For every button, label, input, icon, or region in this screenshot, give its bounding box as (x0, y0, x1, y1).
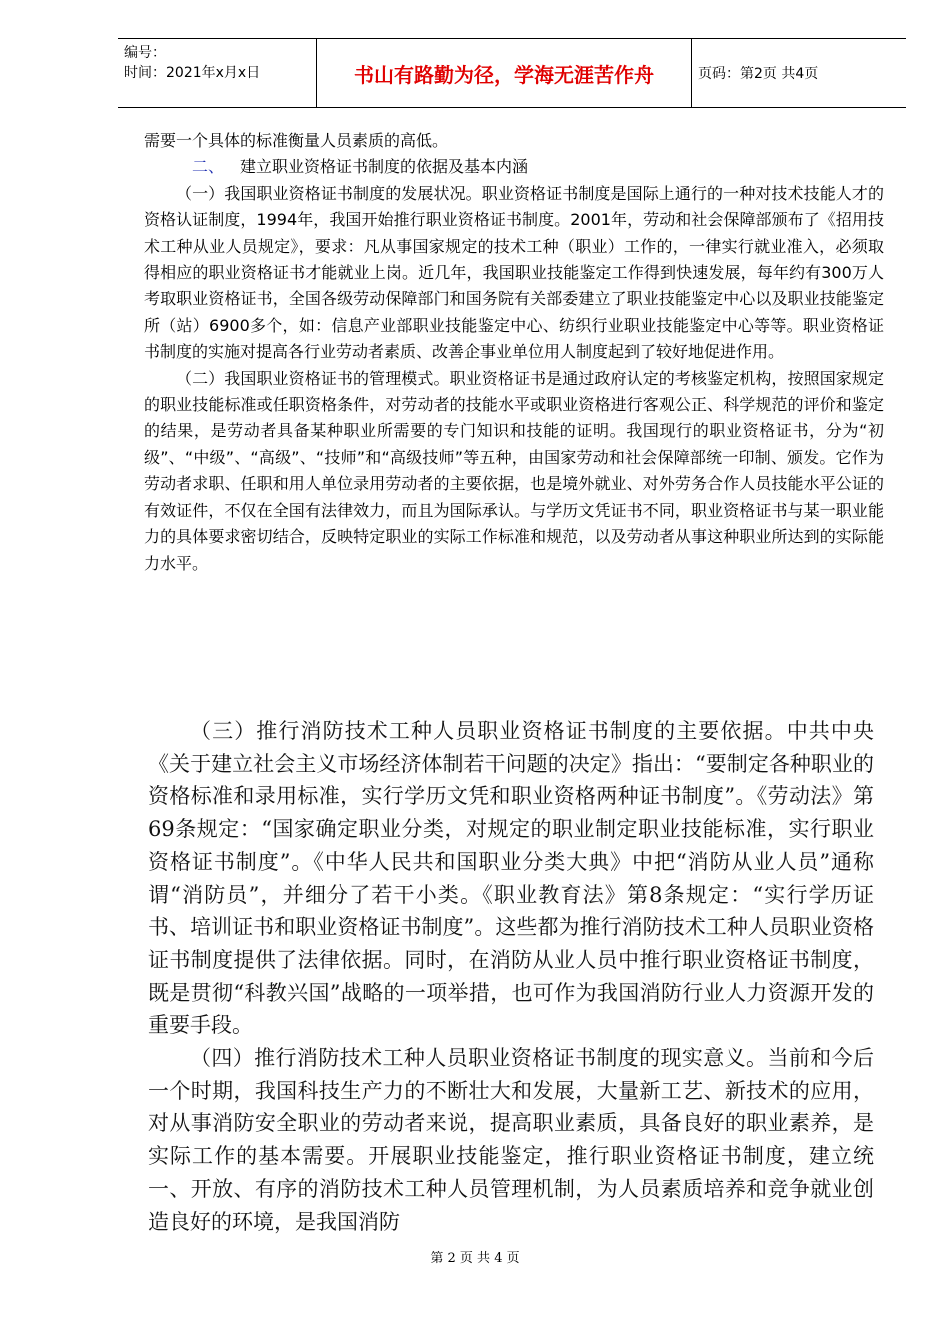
section-heading (144, 154, 884, 180)
intro-line: 需要一个具体的标准衡量人员素质的高低。 (144, 131, 449, 150)
body-serif-paragraph-4 (148, 1042, 874, 1238)
header-meta (124, 43, 314, 83)
paragraph-4: （四）推行消防技术工种人员职业资格证书制度的现实意义。当前和今后一个时期，我国科技生产力的不断壮大和发展，大量新工艺、新技术的应用，对从事消防安全职业的劳动者来说，提高职业素质，具备良好的职业素养，是实际工作的基本需要。开展职业技能鉴定，推行职业资格证书制度，建立统一、开放、有序的消防技术工种人员管理机制，为人员素质培养和竞争就业创造良好的环境，是我国消防 (148, 1046, 874, 1234)
paragraph-1: （一）我国职业资格证书制度的发展状况。职业资格证书制度是国际上通行的一种对技术技能人才的资格认证制度，1994年，我国开始推行职业资格证书制度。2001年，劳动和社会保障部颁布了《招用技术工种从业人员规定》，要求：凡从事国家规定的技术工种（职业）工作的，一律实行就业准入，必须取得相应的职业资格证书才能就业上岗。近几年，我国职业技能鉴定工作得到快速发展，每年约有300万人考取职业资格证书，全国各级劳动保障部门和国务院有关部委建立了职业技能鉴定中心以及职业技能鉴定所（站）6900多个，如：信息产业部职业技能鉴定中心、纺织行业职业技能鉴定中心等等。职业资格证书制度的实施对提高各行业劳动者素质、改善企事业单位用人制度起到了较好地促进作用。 (144, 183, 884, 362)
section-number: 二、 (192, 157, 225, 177)
paragraph-2: （二）我国职业资格证书的管理模式。职业资格证书是通过政府认定的考核鉴定机构，按照国家规定的职业技能标准或任职资格条件，对劳动者的技能水平或职业资格进行客观公正、科学规范的评价和鉴定的结果，是劳动者具备某种职业所需要的专门知识和技能的证明。我国现行的职业资格证书，分为“初级”、“中级”、“高级”、“技师”和“高级技师”等五种，由国家劳动和社会保障部统一印制、颁发。它作为劳动者求职、任职和用人单位录用劳动者的主要依据，也是境外就业、对外劳务合作人员技能水平公证的有效证件，不仅在全国有法律效力，而且为国际承认。与学历文凭证书不同，职业资格证书与某一职业能力的具体要求密切结合，反映特定职业的实际工作标准和规范，以及劳动者从事这种职业所达到的实际能力水平。 (144, 368, 884, 573)
document-time-label: 时间：2021年x月x日 (124, 65, 261, 81)
page-header (118, 38, 906, 108)
body-sans-section (144, 128, 884, 577)
section-title: 建立职业资格证书制度的依据及基本内涵 (240, 157, 529, 177)
header-motto: 书山有路勤为径，学海无涯苦作舟 (316, 39, 692, 107)
document-number-label: 编号： (124, 45, 166, 61)
paragraph-3: （三）推行消防技术工种人员职业资格证书制度的主要依据。中共中央《关于建立社会主义市场经济体制若干问题的决定》指出：“要制定各种职业的资格标准和录用标准，实行学历文凭和职业资格两种证书制度”。《劳动法》第69条规定：“国家确定职业分类，对规定的职业制定职业技能标准，实行职业资格证书制度”。《中华人民共和国职业分类大典》中把“消防从业人员”通称谓“消防员”，并细分了若干小类。《职业教育法》第8条规定：“实行学历证书、培训证书和职业资格证书制度”。这些都为推行消防技术工种人员职业资格证书制度提供了法律依据。同时，在消防从业人员中推行职业资格证书制度，既是贯彻“科教兴国”战略的一项举措，也可作为我国消防行业人力资源开发的重要手段。 (148, 719, 874, 1038)
body-serif-paragraph-3 (148, 715, 874, 1042)
header-page-label: 页码：第2页 共4页 (698, 66, 819, 82)
page-footer: 第 2 页 共 4 页 (430, 1251, 520, 1266)
